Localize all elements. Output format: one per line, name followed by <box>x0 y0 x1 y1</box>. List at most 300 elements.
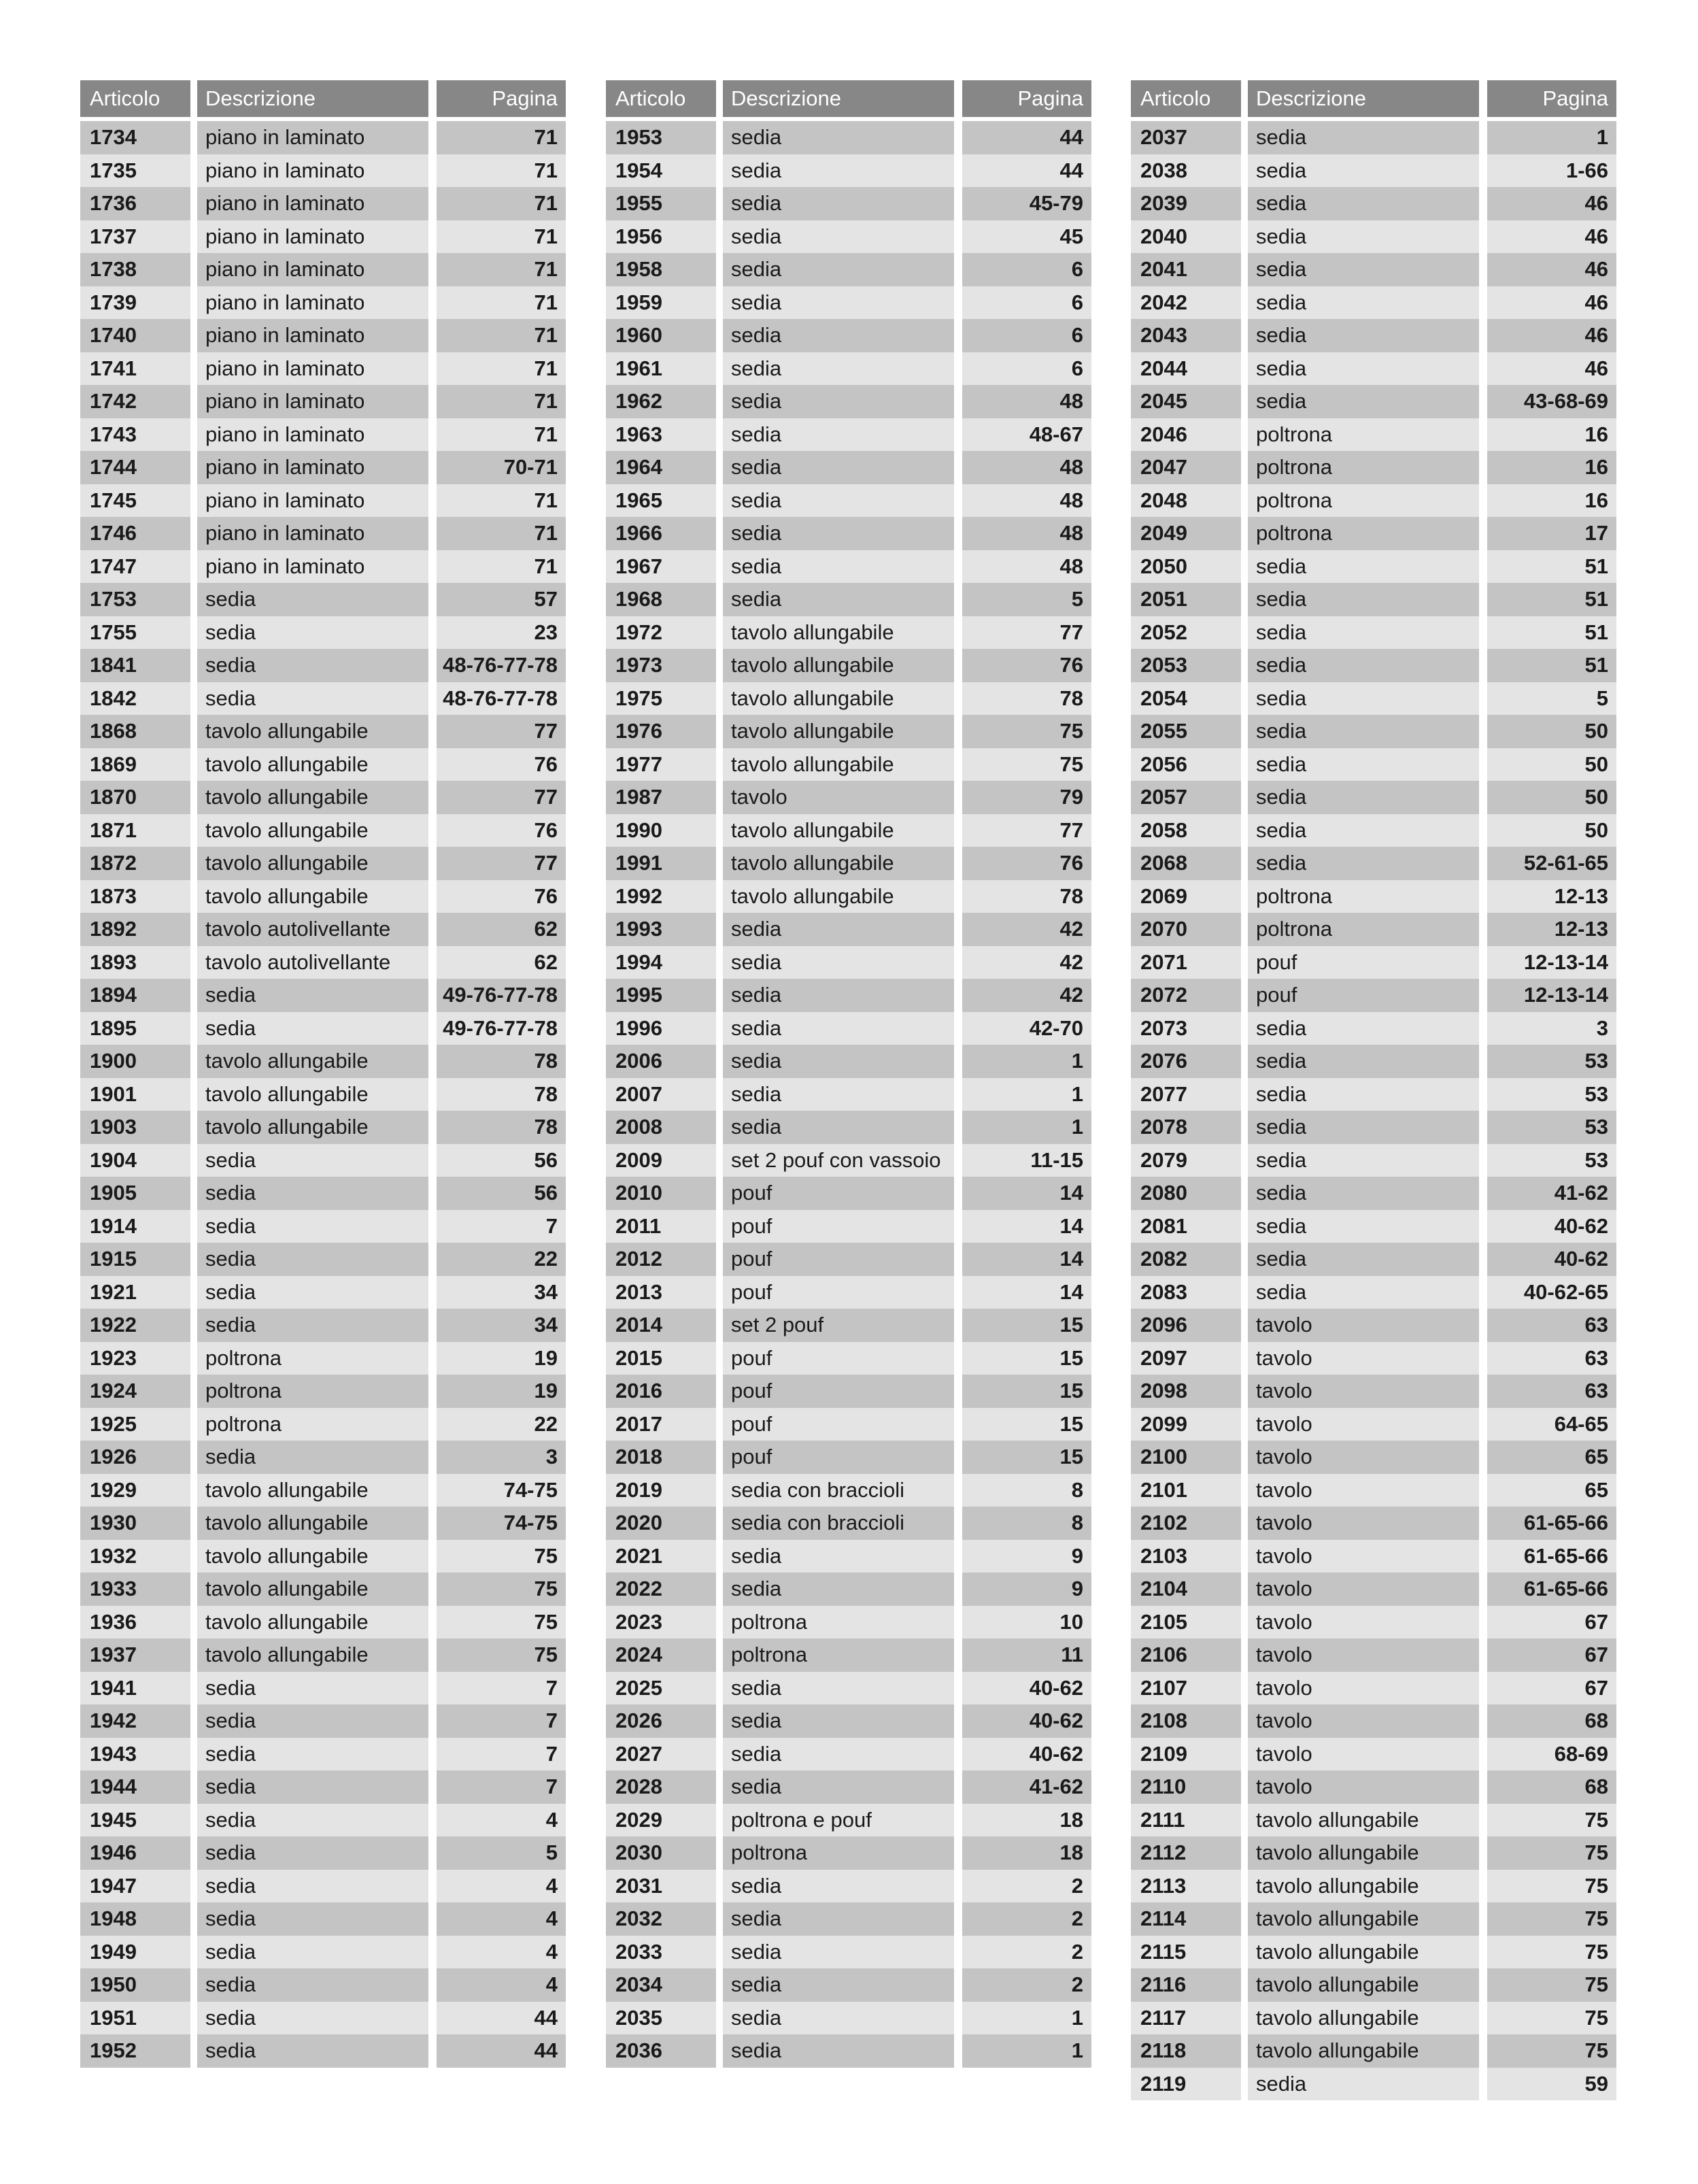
articolo-cell: 1873 <box>80 880 190 913</box>
table-row <box>80 1309 566 1342</box>
table-row <box>80 2002 566 2035</box>
descrizione-cell: tavolo <box>1248 1672 1479 1705</box>
header-pagina: Pagina <box>437 80 566 117</box>
articolo-cell: 2014 <box>606 1309 716 1342</box>
descrizione-cell: pouf <box>723 1276 954 1309</box>
descrizione-cell: sedia <box>1248 286 1479 320</box>
pagina-cell: 1 <box>962 1111 1091 1144</box>
table-row <box>80 319 566 352</box>
header-descrizione: Descrizione <box>197 80 428 117</box>
table-row <box>1131 1836 1616 1870</box>
articolo-cell: 1901 <box>80 1078 190 1111</box>
pagina-cell: 14 <box>962 1210 1091 1243</box>
table-row <box>1131 682 1616 716</box>
table-row <box>1131 1474 1616 1507</box>
articolo-cell: 2083 <box>1131 1276 1241 1309</box>
articolo-cell: 1929 <box>80 1474 190 1507</box>
table-row <box>1131 2002 1616 2035</box>
articolo-cell: 1948 <box>80 1902 190 1936</box>
articolo-cell: 1755 <box>80 616 190 650</box>
descrizione-cell: sedia <box>723 517 954 550</box>
table-row <box>80 1968 566 2002</box>
articolo-cell: 1963 <box>606 418 716 452</box>
articolo-cell: 2033 <box>606 1936 716 1969</box>
table-row <box>606 1804 1091 1837</box>
table-row <box>1131 1507 1616 1540</box>
articolo-cell: 1905 <box>80 1177 190 1210</box>
pagina-cell: 68 <box>1487 1704 1616 1738</box>
articolo-cell: 2073 <box>1131 1012 1241 1045</box>
articolo-cell: 1945 <box>80 1804 190 1837</box>
articolo-cell: 1992 <box>606 880 716 913</box>
pagina-cell: 78 <box>962 880 1091 913</box>
articolo-cell: 2117 <box>1131 2002 1241 2035</box>
pagina-cell: 2 <box>962 1968 1091 2002</box>
pagina-cell: 50 <box>1487 814 1616 847</box>
descrizione-cell: tavolo allungabile <box>197 1111 428 1144</box>
descrizione-cell: tavolo allungabile <box>1248 2034 1479 2068</box>
pagina-cell: 41-62 <box>1487 1177 1616 1210</box>
descrizione-cell: sedia <box>197 583 428 616</box>
pagina-cell: 77 <box>437 715 566 748</box>
pagina-cell: 71 <box>437 550 566 584</box>
descrizione-cell: pouf <box>723 1375 954 1408</box>
descrizione-cell: poltrona <box>1248 451 1479 484</box>
articolo-cell: 2078 <box>1131 1111 1241 1144</box>
articolo-cell: 2008 <box>606 1111 716 1144</box>
descrizione-cell: poltrona <box>197 1408 428 1441</box>
table-row <box>606 1902 1091 1936</box>
descrizione-cell: tavolo allungabile <box>1248 1836 1479 1870</box>
table-row <box>606 253 1091 286</box>
table-row <box>80 715 566 748</box>
articolo-cell: 1993 <box>606 913 716 946</box>
table-row <box>606 517 1091 550</box>
articolo-cell: 1943 <box>80 1738 190 1771</box>
pagina-cell: 78 <box>437 1111 566 1144</box>
pagina-cell: 76 <box>962 847 1091 880</box>
descrizione-cell: tavolo <box>1248 1507 1479 1540</box>
descrizione-cell: poltrona <box>1248 880 1479 913</box>
articolo-cell: 1964 <box>606 451 716 484</box>
table-header <box>80 80 566 121</box>
pagina-cell: 71 <box>437 352 566 386</box>
pagina-cell: 51 <box>1487 616 1616 650</box>
pagina-cell: 76 <box>437 748 566 782</box>
descrizione-cell: sedia <box>1248 1078 1479 1111</box>
table-row <box>606 847 1091 880</box>
descrizione-cell: sedia <box>723 1540 954 1573</box>
articolo-cell: 2035 <box>606 2002 716 2035</box>
descrizione-cell: sedia <box>723 2034 954 2068</box>
articolo-cell: 2051 <box>1131 583 1241 616</box>
articolo-cell: 1994 <box>606 946 716 979</box>
pagina-cell: 77 <box>437 781 566 814</box>
table-row <box>606 550 1091 584</box>
descrizione-cell: sedia <box>723 1770 954 1804</box>
articolo-cell: 1968 <box>606 583 716 616</box>
table-row <box>606 682 1091 716</box>
descrizione-cell: tavolo <box>1248 1408 1479 1441</box>
articolo-cell: 1975 <box>606 682 716 716</box>
table-row <box>80 1078 566 1111</box>
table-row <box>1131 1177 1616 1210</box>
descrizione-cell: sedia <box>723 583 954 616</box>
articolo-cell: 1926 <box>80 1441 190 1474</box>
table-row <box>1131 121 1616 154</box>
articolo-cell: 1738 <box>80 253 190 286</box>
descrizione-cell: sedia <box>1248 1012 1479 1045</box>
table-row <box>80 1441 566 1474</box>
table-row <box>80 979 566 1012</box>
table-row <box>606 748 1091 782</box>
table-row <box>80 1111 566 1144</box>
articolo-cell: 1962 <box>606 385 716 418</box>
table-row <box>606 781 1091 814</box>
descrizione-cell: tavolo allungabile <box>1248 1870 1479 1903</box>
table-row <box>606 1540 1091 1573</box>
table-row <box>606 979 1091 1012</box>
articolo-cell: 2043 <box>1131 319 1241 352</box>
pagina-cell: 53 <box>1487 1078 1616 1111</box>
pagina-cell: 6 <box>962 319 1091 352</box>
table-row <box>1131 946 1616 979</box>
articolo-cell: 2081 <box>1131 1210 1241 1243</box>
descrizione-cell: sedia <box>197 1870 428 1903</box>
articolo-cell: 1933 <box>80 1573 190 1606</box>
articolo-cell: 1892 <box>80 913 190 946</box>
table-row <box>80 517 566 550</box>
articolo-cell: 2031 <box>606 1870 716 1903</box>
table-row <box>606 1309 1091 1342</box>
articolo-cell: 1959 <box>606 286 716 320</box>
descrizione-cell: poltrona <box>197 1375 428 1408</box>
table-row <box>80 946 566 979</box>
descrizione-cell: poltrona <box>723 1836 954 1870</box>
table-row <box>606 649 1091 682</box>
articolo-cell: 2119 <box>1131 2068 1241 2101</box>
pagina-cell: 49-76-77-78 <box>437 1012 566 1045</box>
table-row <box>606 1672 1091 1705</box>
table-row <box>1131 286 1616 320</box>
table-row <box>80 1243 566 1276</box>
descrizione-cell: piano in laminato <box>197 319 428 352</box>
pagina-cell: 75 <box>437 1606 566 1639</box>
articolo-cell: 1924 <box>80 1375 190 1408</box>
pagina-cell: 3 <box>437 1441 566 1474</box>
articolo-cell: 1741 <box>80 352 190 386</box>
articolo-cell: 2017 <box>606 1408 716 1441</box>
table-row <box>606 1770 1091 1804</box>
articolo-cell: 1740 <box>80 319 190 352</box>
table-row <box>1131 1045 1616 1078</box>
pagina-cell: 19 <box>437 1342 566 1375</box>
table-row <box>80 286 566 320</box>
descrizione-cell: set 2 pouf <box>723 1309 954 1342</box>
table-row <box>1131 484 1616 518</box>
descrizione-cell: tavolo allungabile <box>197 1045 428 1078</box>
descrizione-cell: tavolo allungabile <box>723 682 954 716</box>
pagina-cell: 48-67 <box>962 418 1091 452</box>
articolo-cell: 2100 <box>1131 1441 1241 1474</box>
descrizione-cell: pouf <box>1248 979 1479 1012</box>
pagina-cell: 40-62 <box>1487 1210 1616 1243</box>
table-row <box>1131 1243 1616 1276</box>
descrizione-cell: sedia <box>1248 847 1479 880</box>
pagina-cell: 75 <box>1487 1836 1616 1870</box>
descrizione-cell: tavolo <box>1248 1606 1479 1639</box>
descrizione-cell: pouf <box>1248 946 1479 979</box>
articolo-cell: 2019 <box>606 1474 716 1507</box>
pagina-cell: 34 <box>437 1309 566 1342</box>
articolo-cell: 1871 <box>80 814 190 847</box>
table-row <box>606 1045 1091 1078</box>
pagina-cell: 75 <box>1487 1804 1616 1837</box>
table-row <box>606 1936 1091 1969</box>
descrizione-cell: sedia <box>1248 187 1479 220</box>
descrizione-cell: sedia <box>197 979 428 1012</box>
table-row <box>80 1507 566 1540</box>
articolo-cell: 2097 <box>1131 1342 1241 1375</box>
header-pagina: Pagina <box>1487 80 1616 117</box>
pagina-cell: 7 <box>437 1770 566 1804</box>
descrizione-cell: tavolo autolivellante <box>197 946 428 979</box>
pagina-cell: 22 <box>437 1243 566 1276</box>
descrizione-cell: tavolo <box>1248 1639 1479 1672</box>
descrizione-cell: sedia <box>723 1704 954 1738</box>
table-row <box>606 616 1091 650</box>
table-row <box>80 847 566 880</box>
articolo-cell: 2039 <box>1131 187 1241 220</box>
descrizione-cell: sedia <box>1248 1045 1479 1078</box>
articolo-cell: 1956 <box>606 220 716 254</box>
table-row <box>80 1210 566 1243</box>
articolo-cell: 2037 <box>1131 121 1241 154</box>
articolo-cell: 2096 <box>1131 1309 1241 1342</box>
descrizione-cell: sedia <box>197 2002 428 2035</box>
articolo-cell: 2114 <box>1131 1902 1241 1936</box>
descrizione-cell: poltrona <box>1248 418 1479 452</box>
articolo-cell: 2030 <box>606 1836 716 1870</box>
articolo-cell: 1941 <box>80 1672 190 1705</box>
descrizione-cell: sedia <box>723 1968 954 2002</box>
pagina-cell: 2 <box>962 1902 1091 1936</box>
articolo-cell: 2103 <box>1131 1540 1241 1573</box>
articolo-cell: 1745 <box>80 484 190 518</box>
table-row <box>606 1968 1091 2002</box>
pagina-cell: 44 <box>962 154 1091 188</box>
descrizione-cell: pouf <box>723 1210 954 1243</box>
descrizione-cell: sedia <box>197 2034 428 2068</box>
descrizione-cell: tavolo <box>1248 1375 1479 1408</box>
articolo-cell: 1914 <box>80 1210 190 1243</box>
descrizione-cell: piano in laminato <box>197 352 428 386</box>
descrizione-cell: tavolo <box>723 781 954 814</box>
table-row <box>606 1738 1091 1771</box>
articolo-cell: 1987 <box>606 781 716 814</box>
table-row <box>606 1573 1091 1606</box>
table-row <box>606 319 1091 352</box>
descrizione-cell: sedia <box>1248 781 1479 814</box>
descrizione-cell: sedia <box>197 1836 428 1870</box>
table-row <box>80 550 566 584</box>
descrizione-cell: piano in laminato <box>197 286 428 320</box>
table-row <box>80 451 566 484</box>
articolo-cell: 2101 <box>1131 1474 1241 1507</box>
pagina-cell: 1-66 <box>1487 154 1616 188</box>
articolo-cell: 1753 <box>80 583 190 616</box>
pagina-cell: 43-68-69 <box>1487 385 1616 418</box>
pagina-cell: 1 <box>962 2034 1091 2068</box>
articolo-cell: 1894 <box>80 979 190 1012</box>
articolo-cell: 2071 <box>1131 946 1241 979</box>
descrizione-cell: sedia <box>1248 649 1479 682</box>
table-row <box>80 1144 566 1177</box>
articolo-cell: 1942 <box>80 1704 190 1738</box>
pagina-cell: 75 <box>962 715 1091 748</box>
pagina-cell: 40-62 <box>962 1672 1091 1705</box>
table-row <box>1131 583 1616 616</box>
table-row <box>606 220 1091 254</box>
table-row <box>80 187 566 220</box>
table-row <box>606 1836 1091 1870</box>
descrizione-cell: sedia <box>1248 748 1479 782</box>
pagina-cell: 48-76-77-78 <box>437 649 566 682</box>
articolo-cell: 2028 <box>606 1770 716 1804</box>
articolo-cell: 1737 <box>80 220 190 254</box>
table-row <box>80 1606 566 1639</box>
articolo-cell: 1996 <box>606 1012 716 1045</box>
pagina-cell: 40-62-65 <box>1487 1276 1616 1309</box>
pagina-cell: 77 <box>962 814 1091 847</box>
pagina-cell: 74-75 <box>437 1507 566 1540</box>
articolo-cell: 2116 <box>1131 1968 1241 2002</box>
pagina-cell: 12-13 <box>1487 880 1616 913</box>
pagina-cell: 12-13 <box>1487 913 1616 946</box>
pagina-cell: 75 <box>1487 1968 1616 2002</box>
articolo-cell: 2021 <box>606 1540 716 1573</box>
descrizione-cell: sedia <box>197 1672 428 1705</box>
pagina-cell: 11-15 <box>962 1144 1091 1177</box>
pagina-cell: 1 <box>1487 121 1616 154</box>
pagina-cell: 18 <box>962 1804 1091 1837</box>
descrizione-cell: tavolo allungabile <box>197 1639 428 1672</box>
articolo-cell: 1991 <box>606 847 716 880</box>
descrizione-cell: pouf <box>723 1177 954 1210</box>
pagina-cell: 52-61-65 <box>1487 847 1616 880</box>
pagina-cell: 4 <box>437 1936 566 1969</box>
table-row <box>80 1375 566 1408</box>
descrizione-cell: poltrona <box>1248 484 1479 518</box>
table-row <box>1131 517 1616 550</box>
descrizione-cell: tavolo allungabile <box>197 1540 428 1573</box>
descrizione-cell: sedia con braccioli <box>723 1507 954 1540</box>
table-row <box>606 1870 1091 1903</box>
pagina-cell: 6 <box>962 352 1091 386</box>
articolo-cell: 1952 <box>80 2034 190 2068</box>
pagina-cell: 40-62 <box>962 1738 1091 1771</box>
descrizione-cell: tavolo allungabile <box>197 1573 428 1606</box>
pagina-cell: 16 <box>1487 418 1616 452</box>
pagina-cell: 68 <box>1487 1770 1616 1804</box>
descrizione-cell: piano in laminato <box>197 220 428 254</box>
pagina-cell: 61-65-66 <box>1487 1573 1616 1606</box>
table-row <box>80 1045 566 1078</box>
pagina-cell: 71 <box>437 253 566 286</box>
descrizione-cell: tavolo allungabile <box>723 715 954 748</box>
articolo-cell: 2034 <box>606 1968 716 2002</box>
table-row <box>1131 418 1616 452</box>
table-row <box>606 880 1091 913</box>
descrizione-cell: tavolo allungabile <box>1248 1936 1479 1969</box>
articolo-cell: 2025 <box>606 1672 716 1705</box>
descrizione-cell: sedia <box>723 385 954 418</box>
pagina-cell: 7 <box>437 1704 566 1738</box>
table-row <box>606 583 1091 616</box>
descrizione-cell: tavolo allungabile <box>1248 1804 1479 1837</box>
articolo-cell: 1932 <box>80 1540 190 1573</box>
header-pagina: Pagina <box>962 80 1091 117</box>
pagina-cell: 5 <box>437 1836 566 1870</box>
articolo-cell: 2070 <box>1131 913 1241 946</box>
descrizione-cell: sedia <box>723 1902 954 1936</box>
articolo-cell: 2027 <box>606 1738 716 1771</box>
pagina-cell: 6 <box>962 253 1091 286</box>
articolo-cell: 2099 <box>1131 1408 1241 1441</box>
articolo-cell: 1947 <box>80 1870 190 1903</box>
descrizione-cell: sedia <box>723 979 954 1012</box>
descrizione-cell: sedia <box>723 913 954 946</box>
table-row <box>80 1836 566 1870</box>
pagina-cell: 65 <box>1487 1441 1616 1474</box>
descrizione-cell: sedia <box>1248 715 1479 748</box>
pagina-cell: 42 <box>962 979 1091 1012</box>
table-row <box>80 1738 566 1771</box>
descrizione-cell: piano in laminato <box>197 154 428 188</box>
articolo-cell: 2112 <box>1131 1836 1241 1870</box>
pagina-cell: 56 <box>437 1144 566 1177</box>
pagina-cell: 42-70 <box>962 1012 1091 1045</box>
articolo-cell: 1949 <box>80 1936 190 1969</box>
descrizione-cell: piano in laminato <box>197 451 428 484</box>
articolo-cell: 1872 <box>80 847 190 880</box>
table-row <box>1131 1968 1616 2002</box>
pagina-cell: 40-62 <box>1487 1243 1616 1276</box>
pagina-cell: 79 <box>962 781 1091 814</box>
pagina-cell: 16 <box>1487 451 1616 484</box>
descrizione-cell: sedia <box>723 220 954 254</box>
pagina-cell: 50 <box>1487 781 1616 814</box>
articolo-cell: 2013 <box>606 1276 716 1309</box>
articolo-cell: 1965 <box>606 484 716 518</box>
table-row <box>1131 1804 1616 1837</box>
table-row <box>80 154 566 188</box>
articolo-cell: 2046 <box>1131 418 1241 452</box>
table-row <box>80 1902 566 1936</box>
descrizione-cell: tavolo allungabile <box>197 1507 428 1540</box>
pagina-cell: 75 <box>437 1573 566 1606</box>
table-row <box>80 682 566 716</box>
articolo-cell: 2026 <box>606 1704 716 1738</box>
pagina-cell: 10 <box>962 1606 1091 1639</box>
table-row <box>606 1210 1091 1243</box>
articolo-cell: 2115 <box>1131 1936 1241 1969</box>
descrizione-cell: sedia <box>197 1968 428 2002</box>
articolo-cell: 1893 <box>80 946 190 979</box>
table-row <box>1131 550 1616 584</box>
pagina-cell: 4 <box>437 1870 566 1903</box>
articolo-cell: 1936 <box>80 1606 190 1639</box>
